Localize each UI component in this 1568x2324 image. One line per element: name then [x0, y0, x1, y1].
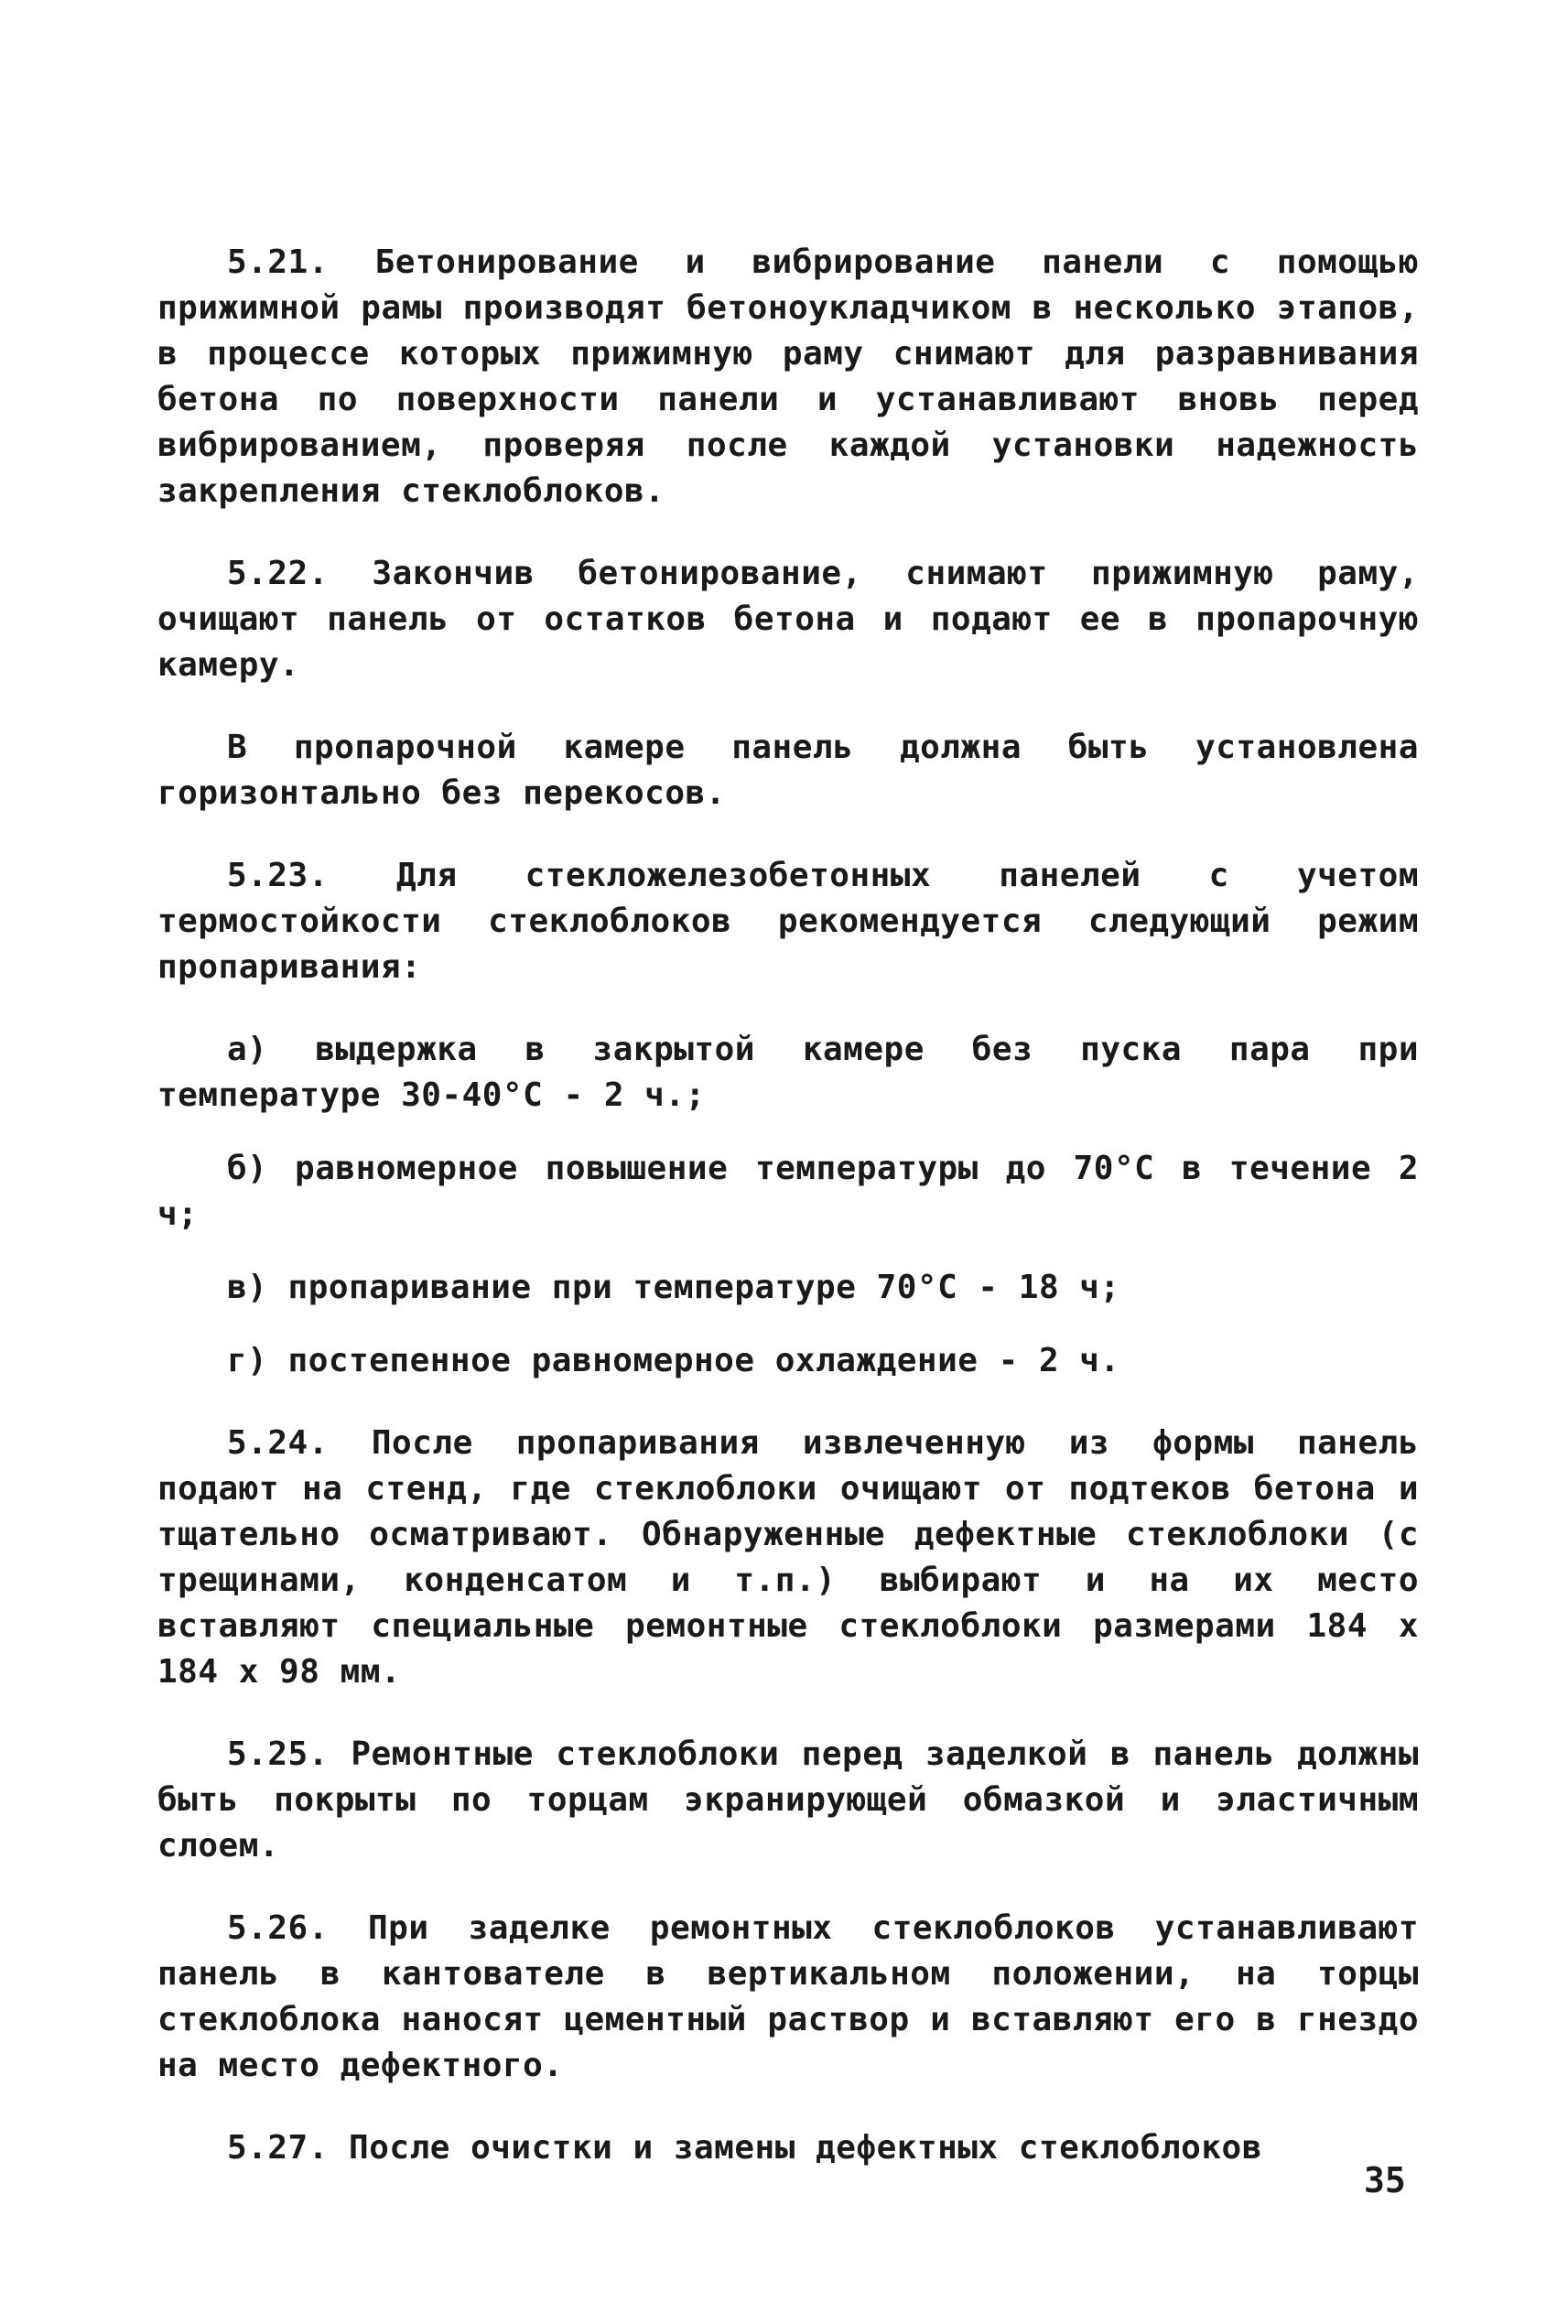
list-item-b: б) равномерное повышение температуры до 70°C в течение 2 ч; — [157, 1150, 1419, 1233]
page-number: 35 — [1364, 2160, 1406, 2200]
list-item-a: а) выдержка в закрытой камере без пуска пара при температуре 30-40°C - 2 ч.; — [157, 1031, 1419, 1114]
list-item-g: г) постепенное равномерное охлаждение - 2 ч. — [227, 1342, 1120, 1379]
paragraph-5-24: 5.24. После пропаривания извлеченную из формы панель подают на стенд, где стеклоблоки очищают от подтеков бетона и тщательно осматривают. Обнаруженные дефектные стеклоблоки (с трещинами, конденсатом и т.п.) выбирают и на их место вставляют специальные ремонтные стеклоблоки размерами 184 x 184 x 98 мм. — [157, 1424, 1419, 1691]
paragraph-5-26: 5.26. При заделке ремонтных стеклоблоков устанавливают панель в кантователе в вертикальном положении, на торцы стеклоблока наносят цементный раствор и вставляют его в гнездо на место дефектного. — [157, 1909, 1419, 2084]
paragraph-5-22: 5.22. Закончив бетонирование, снимают прижимную раму, очищают панель от остатков бетона и подают ее в пропарочную камеру. — [157, 555, 1419, 684]
paragraph-5-21: 5.21. Бетонирование и вибрирование панели с помощью прижимной рамы производят бетоноукладчиком в несколько этапов, в процессе которых прижимную раму снимают для разравнивания бетона по поверхности панели и устанавливают вновь перед вибрированием, проверяя после каждой установки надежность закрепления стеклоблоков. — [157, 243, 1419, 510]
paragraph-steam-chamber: В пропарочной камере панель должна быть установлена горизонтально без перекосов. — [157, 729, 1419, 812]
paragraph-5-25: 5.25. Ремонтные стеклоблоки перед заделкой в панель должны быть покрыты по торцам экранирующей обмазкой и эластичным слоем. — [157, 1735, 1419, 1865]
paragraph-5-23: 5.23. Для стекложелезобетонных панелей с учетом термостойкости стеклоблоков рекомендуется следующий режим пропаривания: — [157, 857, 1419, 986]
document-body — [157, 240, 1419, 2208]
list-item-v: в) пропаривание при температуре 70°C - 18 ч; — [227, 1269, 1120, 1306]
paragraph-5-27: 5.27. После очистки и замены дефектных стеклоблоков — [227, 2129, 1262, 2167]
